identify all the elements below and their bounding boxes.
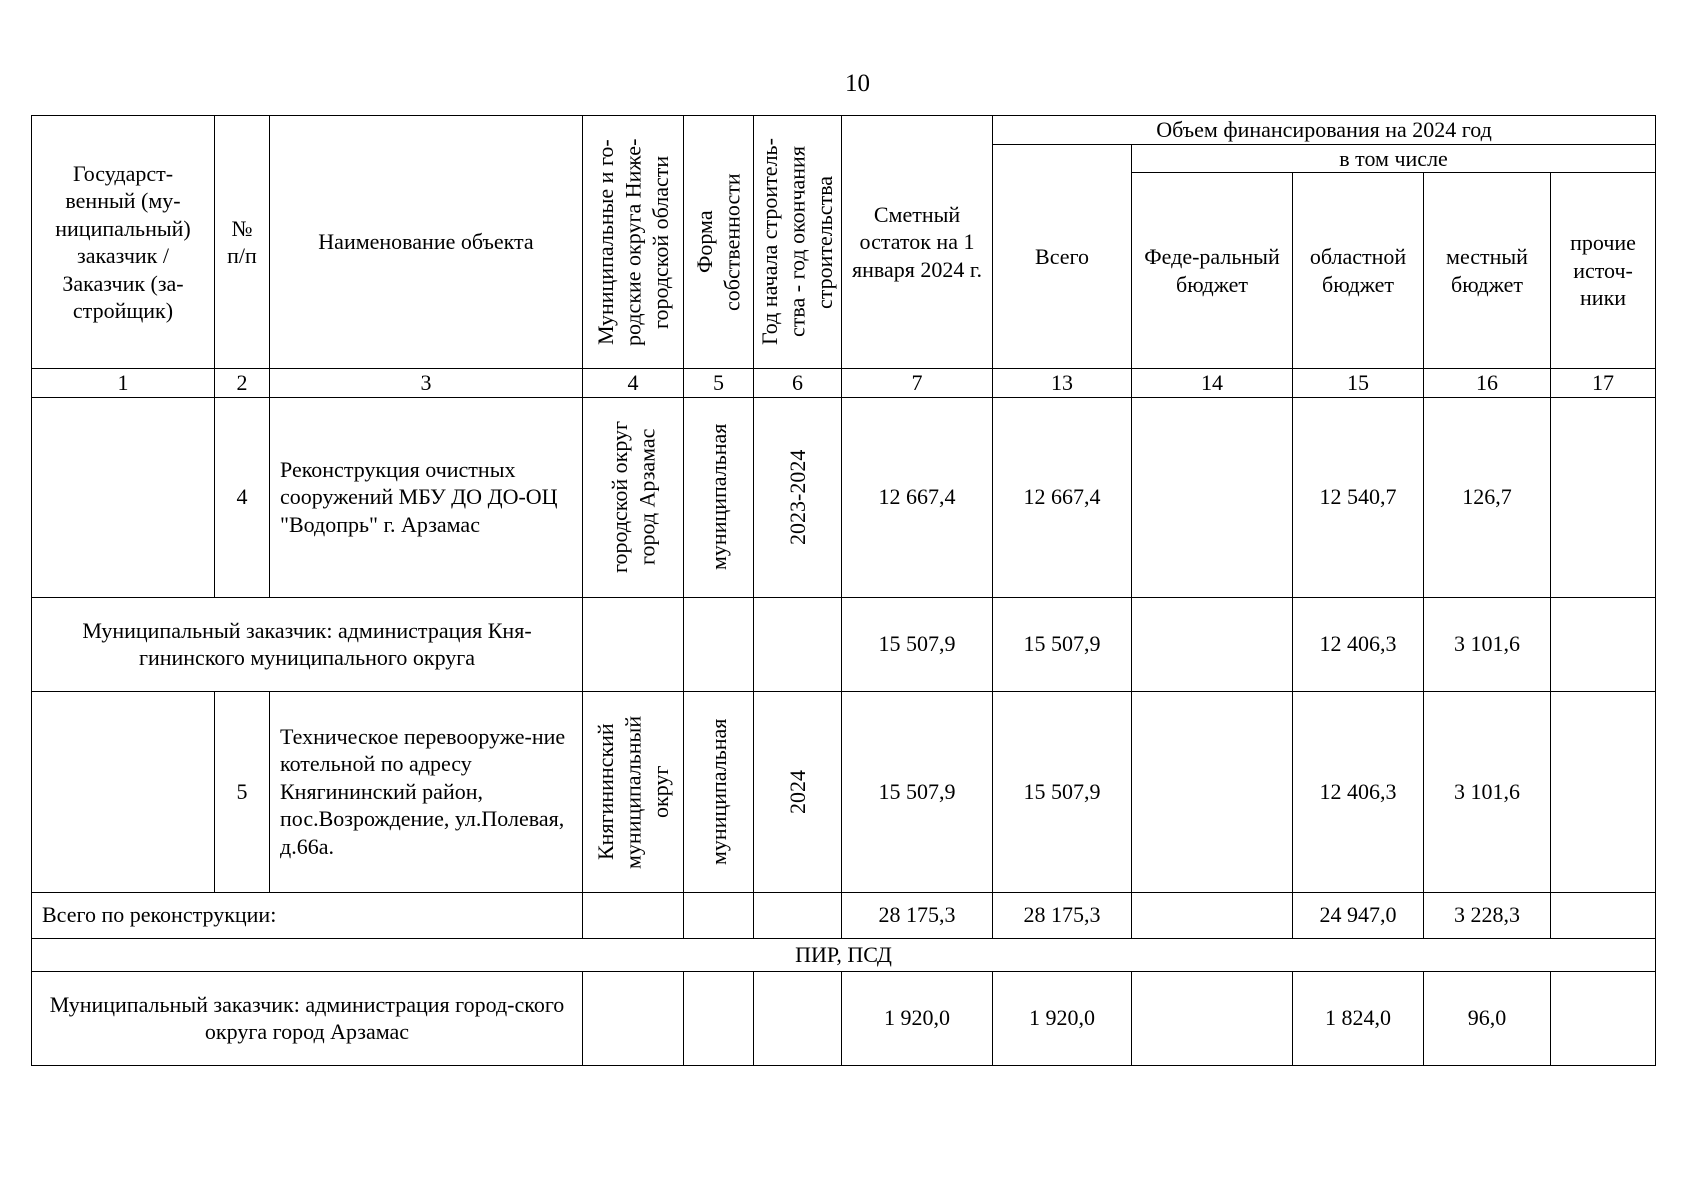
- cell-other: [1551, 597, 1656, 691]
- cell-regional: 12 406,3: [1293, 597, 1424, 691]
- cell-total: 15 507,9: [993, 597, 1132, 691]
- cell-total: 12 667,4: [993, 397, 1132, 597]
- cell-estimate: 28 175,3: [842, 892, 993, 938]
- column-number: 17: [1551, 369, 1656, 398]
- cell-empty: [583, 892, 684, 938]
- table-row-customer-knyaginino: [32, 597, 1656, 691]
- cell-estimate: 15 507,9: [842, 691, 993, 892]
- cell-empty: [684, 597, 754, 691]
- cell-empty: [754, 971, 842, 1065]
- cell-ownership-text: муниципальная: [705, 423, 731, 571]
- cell-local: 126,7: [1424, 397, 1551, 597]
- cell-empty: [684, 971, 754, 1065]
- cell-local: 96,0: [1424, 971, 1551, 1065]
- cell-other: [1551, 397, 1656, 597]
- column-number: 15: [1293, 369, 1424, 398]
- header-federal: Феде-ральный бюджет: [1132, 173, 1293, 369]
- cell-local: 3 101,6: [1424, 691, 1551, 892]
- column-number: 13: [993, 369, 1132, 398]
- cell-estimate: 15 507,9: [842, 597, 993, 691]
- header-customer: Государст-венный (му-ниципальный) заказчик / Заказчик (за-стройщик): [32, 116, 215, 369]
- header-regional: областной бюджет: [1293, 173, 1424, 369]
- cell-customer-label: Муниципальный заказчик: администрация город-ского округа город Арзамас: [32, 971, 583, 1065]
- cell-regional: 12 540,7: [1293, 397, 1424, 597]
- header-including: в том числе: [1132, 144, 1656, 173]
- cell-federal: [1132, 691, 1293, 892]
- table-row-total-reconstruction: [32, 892, 1656, 938]
- cell-federal: [1132, 971, 1293, 1065]
- cell-years: [754, 691, 842, 892]
- cell-ownership-text: муниципальная: [705, 718, 731, 865]
- column-number: 3: [270, 369, 583, 398]
- cell-total: 15 507,9: [993, 691, 1132, 892]
- column-numbers-row: [32, 369, 1656, 398]
- cell-ownership: [684, 691, 754, 892]
- cell-district: [583, 691, 684, 892]
- header-row-1: [32, 116, 1656, 145]
- cell-empty: [583, 597, 684, 691]
- cell-num: 4: [215, 397, 270, 597]
- header-municipal-districts-text: Муниципальные и го-родские округа Ниже-городской области: [592, 138, 673, 346]
- cell-years-text: 2023-2024: [784, 449, 810, 545]
- cell-district: [583, 397, 684, 597]
- header-years: [754, 116, 842, 369]
- column-number: 5: [684, 369, 754, 398]
- cell-regional: 24 947,0: [1293, 892, 1424, 938]
- table-row-customer-arzamas: [32, 971, 1656, 1065]
- cell-total: 28 175,3: [993, 892, 1132, 938]
- cell-object-name: Техническое перевооруже-ние котельной по адресу Княгининский район, пос.Возрождение, ул.Полевая, д.66а.: [270, 691, 583, 892]
- cell-customer-empty: [32, 691, 215, 892]
- column-number: 4: [583, 369, 684, 398]
- cell-years-text: 2024: [784, 769, 810, 814]
- cell-local: 3 101,6: [1424, 597, 1551, 691]
- column-number: 2: [215, 369, 270, 398]
- cell-regional: 1 824,0: [1293, 971, 1424, 1065]
- cell-total-label: Всего по реконструкции:: [32, 892, 583, 938]
- header-ownership: [684, 116, 754, 369]
- section-title: ПИР, ПСД: [32, 938, 1656, 971]
- cell-federal: [1132, 597, 1293, 691]
- cell-federal: [1132, 397, 1293, 597]
- header-local: местный бюджет: [1424, 173, 1551, 369]
- cell-customer-empty: [32, 397, 215, 597]
- cell-local: 3 228,3: [1424, 892, 1551, 938]
- cell-empty: [583, 971, 684, 1065]
- header-years-text: Год начала строитель-ства - год окончания строительства: [757, 138, 838, 346]
- cell-num: 5: [215, 691, 270, 892]
- column-number: 14: [1132, 369, 1293, 398]
- financing-table: [31, 115, 1656, 1066]
- column-number: 6: [754, 369, 842, 398]
- cell-district-text: Княгининский муниципальный округ: [592, 714, 673, 869]
- column-number: 1: [32, 369, 215, 398]
- cell-district-text: городской округ город Арзамас: [606, 420, 659, 574]
- column-number: 16: [1424, 369, 1551, 398]
- cell-empty: [754, 597, 842, 691]
- cell-empty: [754, 892, 842, 938]
- header-ownership-text: Форма собственности: [692, 173, 745, 311]
- table-row-section-pir: [32, 938, 1656, 971]
- cell-regional: 12 406,3: [1293, 691, 1424, 892]
- table-row-item-4: [32, 397, 1656, 597]
- header-other: прочие источ-ники: [1551, 173, 1656, 369]
- cell-ownership: [684, 397, 754, 597]
- header-total: Всего: [993, 144, 1132, 369]
- header-municipal-districts: [583, 116, 684, 369]
- cell-empty: [684, 892, 754, 938]
- header-object-name: Наименование объекта: [270, 116, 583, 369]
- page-number: 10: [845, 70, 870, 97]
- cell-other: [1551, 691, 1656, 892]
- cell-years: [754, 397, 842, 597]
- cell-other: [1551, 971, 1656, 1065]
- table-row-item-5: [32, 691, 1656, 892]
- cell-estimate: 12 667,4: [842, 397, 993, 597]
- cell-total: 1 920,0: [993, 971, 1132, 1065]
- cell-federal: [1132, 892, 1293, 938]
- cell-other: [1551, 892, 1656, 938]
- header-num: № п/п: [215, 116, 270, 369]
- cell-customer-label: Муниципальный заказчик: администрация Кня-гининского муниципального округа: [32, 597, 583, 691]
- cell-estimate: 1 920,0: [842, 971, 993, 1065]
- header-estimate: Сметный остаток на 1 января 2024 г.: [842, 116, 993, 369]
- cell-object-name: Реконструкция очистных сооружений МБУ ДО ДО-ОЦ "Водопрь" г. Арзамас: [270, 397, 583, 597]
- column-number: 7: [842, 369, 993, 398]
- header-funding-group: Объем финансирования на 2024 год: [993, 116, 1656, 145]
